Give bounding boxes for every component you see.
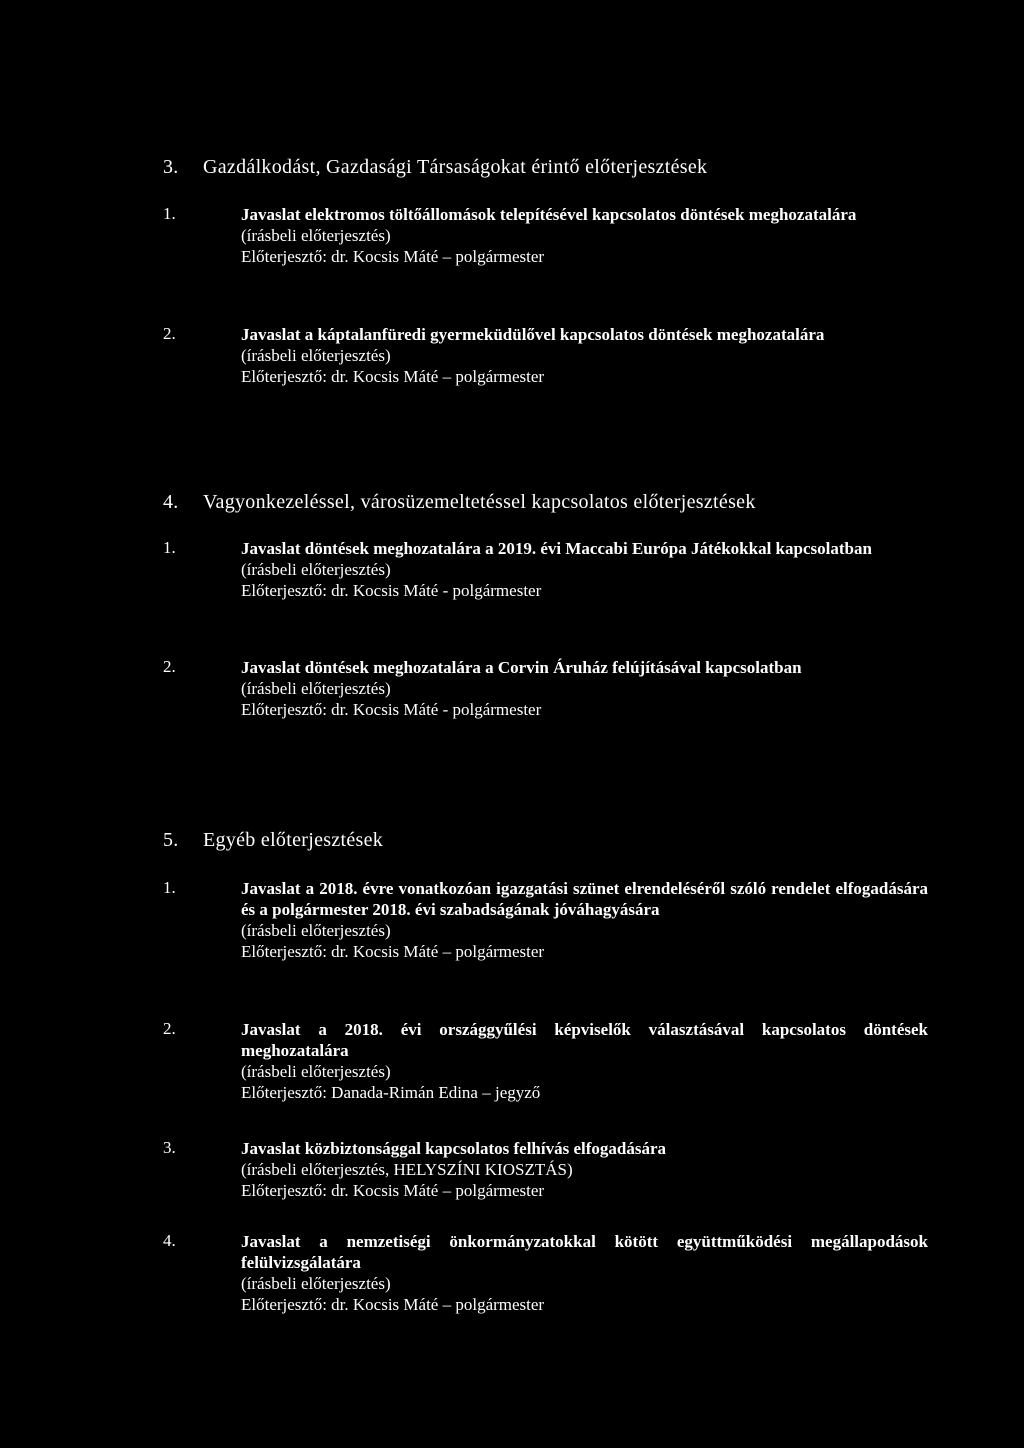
- item-presenter: Előterjesztő: dr. Kocsis Máté – polgármester: [241, 247, 545, 266]
- item-number: 1.: [163, 204, 176, 223]
- item-title: Javaslat a nemzetiségi önkormányzatokkal kötött együttműködési megállapodások felülvizsgálatára: [241, 1232, 928, 1272]
- item-type: (írásbeli előterjesztés): [241, 226, 391, 245]
- section-title: Vagyonkezeléssel, városüzemeltetéssel kapcsolatos előterjesztések: [203, 491, 756, 513]
- item-type: (írásbeli előterjesztés): [241, 560, 391, 579]
- agenda-item: [163, 1019, 928, 1103]
- agenda-item: [163, 657, 928, 720]
- section-4: [163, 491, 933, 719]
- item-number: 1.: [163, 538, 176, 557]
- section-5: [163, 829, 933, 1314]
- agenda-item: [163, 204, 928, 267]
- item-type: (írásbeli előterjesztés, HELYSZÍNI KIOSZTÁS): [241, 1160, 573, 1179]
- item-title: Javaslat döntések meghozatalára a 2019. évi Maccabi Európa Játékokkal kapcsolatban: [241, 539, 872, 558]
- agenda-item: [163, 1231, 928, 1315]
- item-title: Javaslat a káptalanfüredi gyermeküdülővel kapcsolatos döntések meghozatalára: [241, 325, 825, 344]
- item-presenter: Előterjesztő: Danada-Rimán Edina – jegyző: [241, 1083, 541, 1102]
- item-number: 2.: [163, 324, 176, 343]
- section-heading: [163, 829, 933, 852]
- item-number: 1.: [163, 878, 176, 897]
- agenda-item: [163, 1138, 928, 1201]
- item-type: (írásbeli előterjesztés): [241, 1274, 391, 1293]
- item-number: 2.: [163, 657, 176, 676]
- agenda-item: [163, 538, 928, 601]
- section-number: 4.: [163, 491, 179, 513]
- item-presenter: Előterjesztő: dr. Kocsis Máté – polgármester: [241, 942, 545, 961]
- item-title: Javaslat döntések meghozatalára a Corvin Áruház felújításával kapcsolatban: [241, 658, 802, 677]
- section-title: Egyéb előterjesztések: [203, 829, 384, 851]
- section-number: 5.: [163, 829, 179, 851]
- section-number: 3.: [163, 156, 179, 178]
- item-presenter: Előterjesztő: dr. Kocsis Máté – polgármester: [241, 1181, 545, 1200]
- item-presenter: Előterjesztő: dr. Kocsis Máté – polgármester: [241, 367, 545, 386]
- item-type: (írásbeli előterjesztés): [241, 1062, 391, 1081]
- section-heading: [163, 491, 933, 514]
- item-type: (írásbeli előterjesztés): [241, 346, 391, 365]
- item-title: Javaslat a 2018. évi országgyűlési képviselők választásával kapcsolatos döntések meghozatalára: [241, 1020, 928, 1060]
- item-number: 3.: [163, 1138, 176, 1157]
- item-presenter: Előterjesztő: dr. Kocsis Máté – polgármester: [241, 1295, 545, 1314]
- item-presenter: Előterjesztő: dr. Kocsis Máté - polgármester: [241, 581, 542, 600]
- agenda-item: [163, 324, 928, 387]
- item-number: 4.: [163, 1231, 176, 1250]
- agenda-item: [163, 878, 928, 962]
- item-title: Javaslat elektromos töltőállomások telepítésével kapcsolatos döntések meghozatalára: [241, 205, 857, 224]
- item-presenter: Előterjesztő: dr. Kocsis Máté - polgármester: [241, 700, 542, 719]
- item-title: Javaslat a 2018. évre vonatkozóan igazgatási szünet elrendeléséről szóló rendelet elfogadására és a polgármester 2018. évi szabadságának jóváhagyására: [241, 879, 928, 919]
- section-heading: [163, 156, 933, 179]
- item-title: Javaslat közbiztonsággal kapcsolatos felhívás elfogadására: [241, 1139, 667, 1158]
- section-3: [163, 156, 933, 386]
- item-number: 2.: [163, 1019, 176, 1038]
- section-title: Gazdálkodást, Gazdasági Társaságokat érintő előterjesztések: [203, 156, 708, 178]
- item-type: (írásbeli előterjesztés): [241, 921, 391, 940]
- item-type: (írásbeli előterjesztés): [241, 679, 391, 698]
